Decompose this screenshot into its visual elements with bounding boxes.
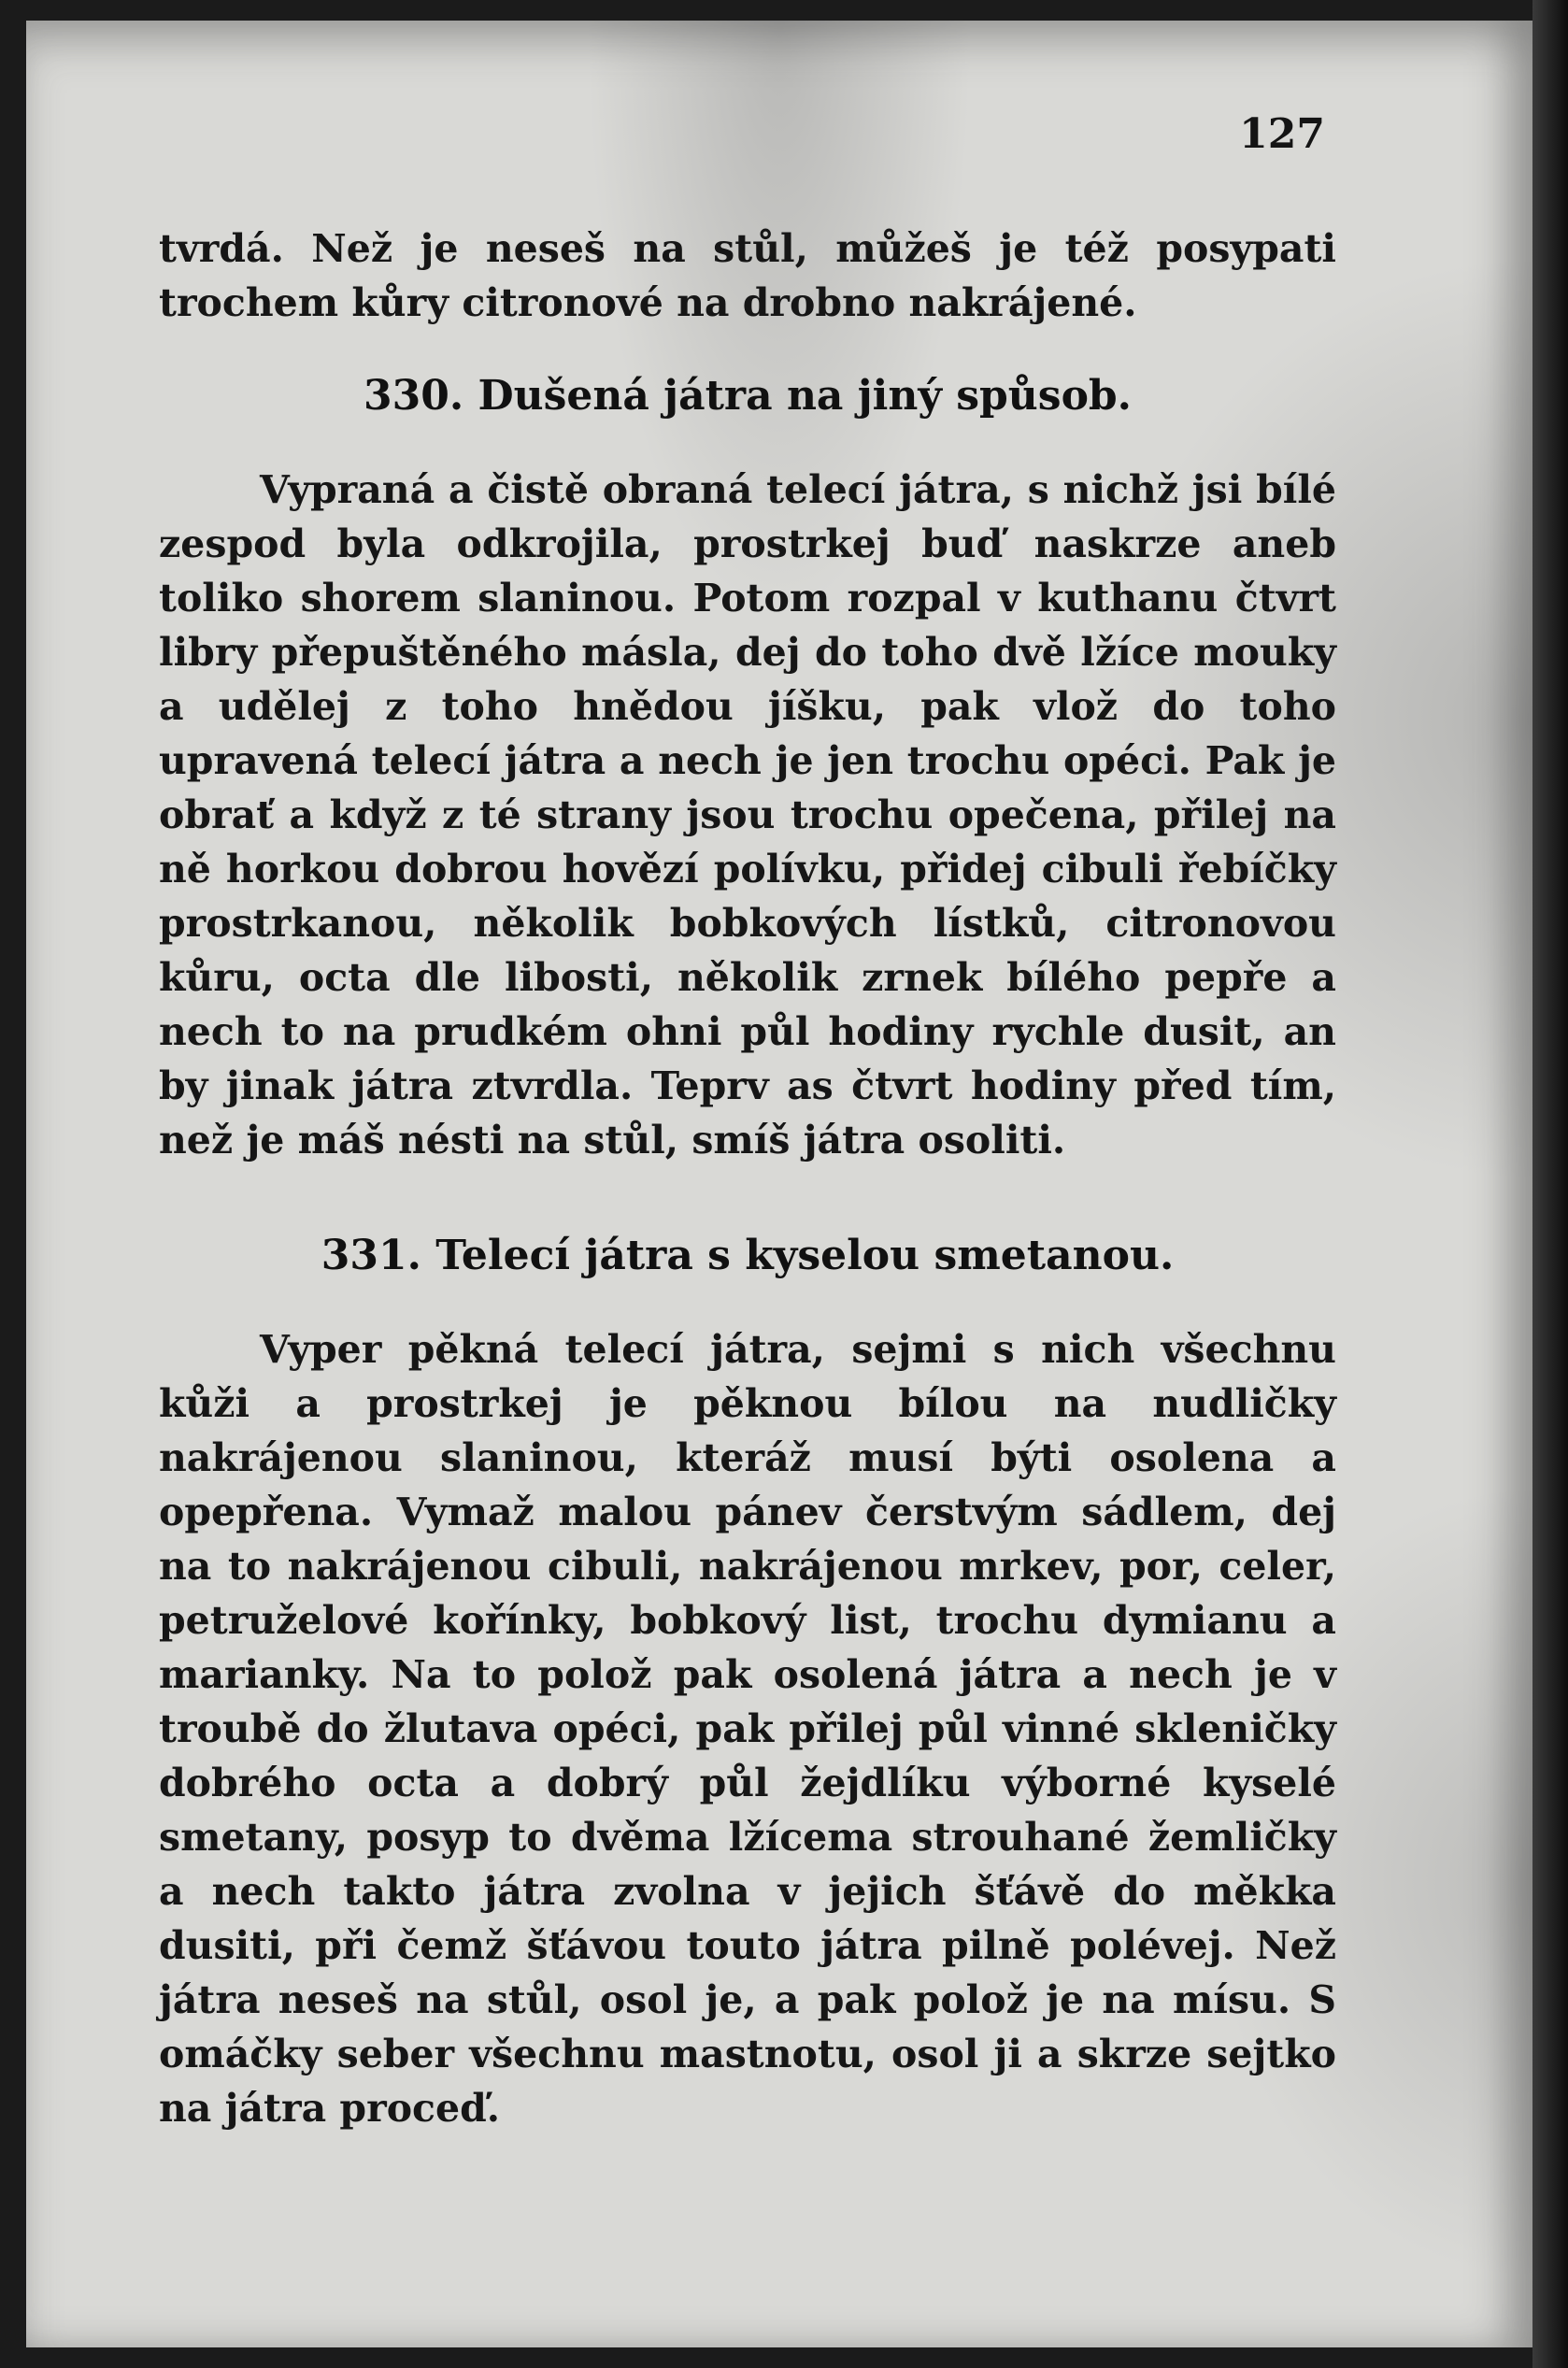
- page-number: 127: [1239, 110, 1325, 158]
- recipe-330-heading: 330. Dušená játra na jiný spůsob.: [363, 372, 1133, 420]
- recipe-331-body: Vyper pěkná telecí játra, sejmi s nich všechnu kůži a prostrkej je pěknou bílou na nudličky nakrájenou slaninou, kteráž musí býti osolena a opepřena. Vymaž malou pánev čerstvým sádlem, dej na to nakrájenou cibuli, nakrájenou mrkev, por, celer, petruželové kořínky, bobkový list, trochu dymianu a marianky. Na to polož pak osolená játra a nech je v troubě do žlutava opéci, pak přilej půl vinné skleničky dobrého octa a dobrý půl žejdlíku výborné kyselé smetany, posyp to dvěma lžícema strouhané žemličky a nech takto játra zvolna v jejich šťávě do měkka dusiti, při čemž šťávou touto játra pilně polévej. Než játra neseš na stůl, osol je, a pak polož je na mísu. S omáčky seber všechnu mastnotu, osol ji a skrze sejtko na játra proceď.: [159, 1327, 1336, 2131]
- recipe-330-body: Vypraná a čistě obraná telecí játra, s nichž jsi bílé zespod byla odkrojila, prostrkej buď naskrze aneb toliko shorem slaninou. Potom rozpal v kuthanu čtvrt libry přepuštěného másla, dej do toho dvě lžíce mouky a udělej z toho hnědou jíšku, pak vlož do toho upravená telecí játra a nech je jen trochu opéci. Pak je obrať a když z té strany jsou trochu opečena, přilej na ně horkou dobrou hovězí polívku, přidej cibuli řebíčky prostrkanou, několik bobkových lístků, citronovou kůru, octa dle libosti, několik zrnek bílého pepře a nech to na prudkém ohni půl hodiny rychle dusit, an by jinak játra ztvrdla. Teprv as čtvrt hodiny před tím, než je máš nésti na stůl, smíš játra osoliti.: [159, 467, 1336, 1163]
- book-spine-edge: [1532, 0, 1568, 2368]
- continuation-paragraph: tvrdá. Než je neseš na stůl, můžeš je též posypati trochem kůry citronové na drobno nakrájené.: [159, 226, 1336, 325]
- recipe-331-heading: 331. Telecí játra s kyselou smetanou.: [321, 1232, 1175, 1279]
